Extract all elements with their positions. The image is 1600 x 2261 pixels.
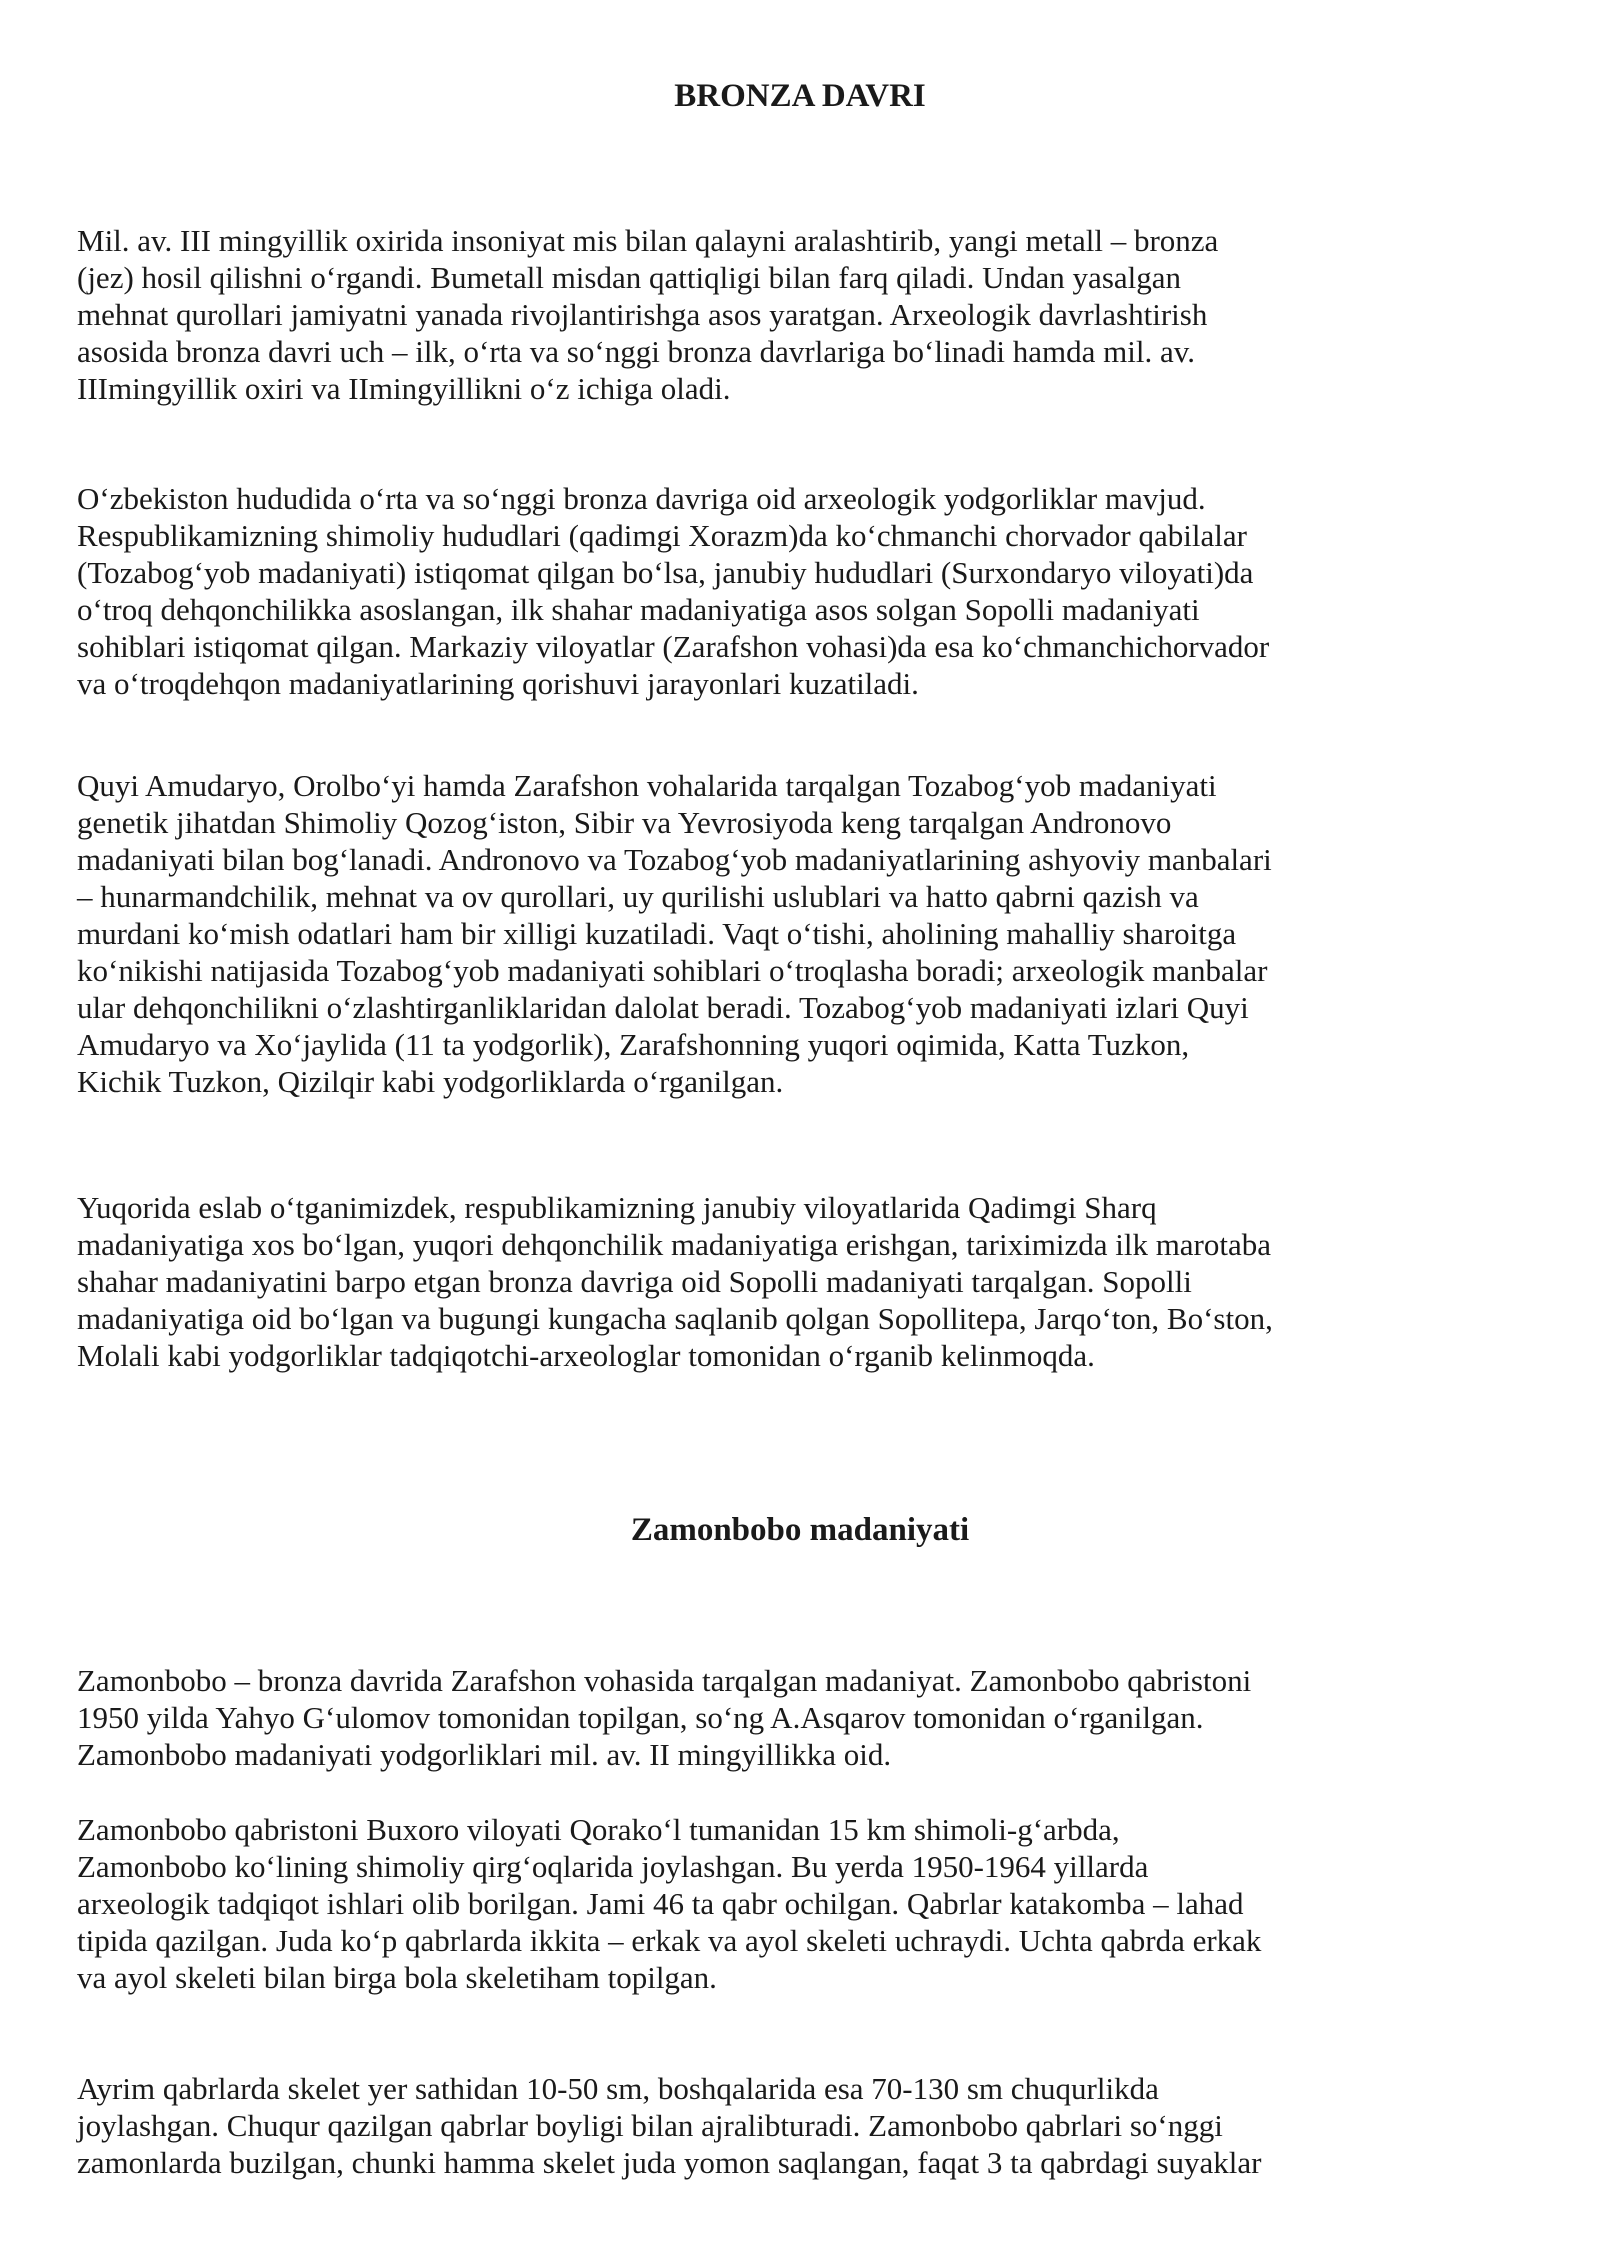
text-line: Zamonbobo ko‘lining shimoliy qirg‘oqlarida joylashgan. Bu yerda 1950-1964 yillarda	[77, 1849, 1149, 1884]
text-line: ko‘nikishi natijasida Tozabog‘yob madaniyati sohiblari o‘troqlasha boradi; arxeologik manbalar	[77, 953, 1268, 988]
paragraph-2	[77, 480, 1537, 702]
text-line: shahar madaniyatini barpo etgan bronza davriga oid Sopolli madaniyati tarqalgan. Sopolli	[77, 1264, 1192, 1299]
document-title: BRONZA DAVRI	[674, 78, 926, 114]
text-line: madaniyatiga oid bo‘lgan va bugungi kungacha saqlanib qolgan Sopollitepa, Jarqo‘ton, Bo‘ston,	[77, 1301, 1273, 1336]
text-line: Zamonbobo madaniyati yodgorliklari mil. av. II mingyillikka oid.	[77, 1737, 892, 1772]
text-line: arxeologik tadqiqot ishlari olib borilgan. Jami 46 ta qabr ochilgan. Qabrlar katakomba – lahad	[77, 1886, 1244, 1921]
paragraph-1	[77, 222, 1537, 407]
paragraph-4	[77, 1189, 1537, 1374]
text-line: va ayol skeleti bilan birga bola skeletiham topilgan.	[77, 1960, 717, 1995]
text-line: mehnat qurollari jamiyatni yanada rivojlantirishga asos yaratgan. Arxeologik davrlashtirish	[77, 297, 1208, 332]
text-line: madaniyati bilan bog‘lanadi. Andronovo va Tozabog‘yob madaniyatlarining ashyoviy manbalari	[77, 842, 1272, 877]
text-line: (jez) hosil qilishni o‘rgandi. Bumetall misdan qattiqligi bilan farq qiladi. Undan yasalgan	[77, 260, 1182, 295]
text-line: asosida bronza davri uch – ilk, o‘rta va so‘nggi bronza davrlariga bo‘linadi hamda mil. av.	[77, 334, 1195, 369]
text-line: Respublikamizning shimoliy hududlari (qadimgi Xorazm)da ko‘chmanchi chorvador qabilalar	[77, 518, 1247, 553]
text-line: – hunarmandchilik, mehnat va ov qurollari, uy qurilishi uslublari va hatto qabrni qazish va	[77, 879, 1199, 914]
text-line: joylashgan. Chuqur qazilgan qabrlar boyligi bilan ajralibturadi. Zamonbobo qabrlari so‘nggi	[77, 2108, 1223, 2143]
text-line: IIImingyillik oxiri va IImingyillikni o‘z ichiga oladi.	[77, 371, 731, 406]
text-line: tipida qazilgan. Juda ko‘p qabrlarda ikkita – erkak va ayol skeleti uchraydi. Uchta qabrda erkak	[77, 1923, 1262, 1958]
text-line: murdani ko‘mish odatlari ham bir xilligi kuzatiladi. Vaqt o‘tishi, aholining mahalliy sharoitga	[77, 916, 1237, 951]
text-line: Yuqorida eslab o‘tganimizdek, respublikamizning janubiy viloyatlarida Qadimgi Sharq	[77, 1190, 1157, 1225]
text-line: (Tozabog‘yob madaniyati) istiqomat qilgan bo‘lsa, janubiy hududlari (Surxondaryo viloyati)da	[77, 555, 1254, 590]
paragraph-3	[77, 767, 1537, 1100]
text-line: sohiblari istiqomat qilgan. Markaziy viloyatlar (Zarafshon vohasi)da esa ko‘chmanchichorvador	[77, 629, 1270, 664]
text-line: Kichik Tuzkon, Qizilqir kabi yodgorliklarda o‘rganilgan.	[77, 1064, 784, 1099]
text-line: ular dehqonchilikni o‘zlashtirganliklaridan dalolat beradi. Tozabog‘yob madaniyati izlari Quyi	[77, 990, 1249, 1025]
text-line: va o‘troqdehqon madaniyatlarining qorishuvi jarayonlari kuzatiladi.	[77, 666, 919, 701]
text-line: Molali kabi yodgorliklar tadqiqotchi-arxeologlar tomonidan o‘rganib kelinmoqda.	[77, 1338, 1095, 1373]
text-line: genetik jihatdan Shimoliy Qozog‘iston, Sibir va Yevrosiyoda keng tarqalgan Andronovo	[77, 805, 1172, 840]
text-line: O‘zbekiston hududida o‘rta va so‘nggi bronza davriga oid arxeologik yodgorliklar mavjud.	[77, 481, 1206, 516]
section-paragraph-2	[77, 1811, 1537, 1996]
text-line: Zamonbobo – bronza davrida Zarafshon vohasida tarqalgan madaniyat. Zamonbobo qabristoni	[77, 1663, 1252, 1698]
text-line: madaniyatiga xos bo‘lgan, yuqori dehqonchilik madaniyatiga erishgan, tariximizda ilk marotaba	[77, 1227, 1272, 1262]
text-line: Ayrim qabrlarda skelet yer sathidan 10-50 sm, boshqalarida esa 70-130 sm chuqurlikda	[77, 2071, 1159, 2106]
text-line: Mil. av. III mingyillik oxirida insoniyat mis bilan qalayni aralashtirib, yangi metall – bronza	[77, 223, 1219, 258]
text-line: Amudaryo va Xo‘jaylida (11 ta yodgorlik), Zarafshonning yuqori oqimida, Katta Tuzkon,	[77, 1027, 1190, 1062]
section-paragraph-1	[77, 1662, 1537, 1773]
text-line: Quyi Amudaryo, Orolbo‘yi hamda Zarafshon vohalarida tarqalgan Tozabog‘yob madaniyati	[77, 768, 1217, 803]
text-line: Zamonbobo qabristoni Buxoro viloyati Qorako‘l tumanidan 15 km shimoli-g‘arbda,	[77, 1812, 1120, 1847]
section-paragraph-3	[77, 2070, 1537, 2181]
section-title: Zamonbobo madaniyati	[630, 1512, 970, 1548]
text-line: o‘troq dehqonchilikka asoslangan, ilk shahar madaniyatiga asos solgan Sopolli madaniyati	[77, 592, 1200, 627]
text-line: zamonlarda buzilgan, chunki hamma skelet juda yomon saqlangan, faqat 3 ta qabrdagi suyaklar	[77, 2145, 1262, 2180]
text-line: 1950 yilda Yahyo G‘ulomov tomonidan topilgan, so‘ng A.Asqarov tomonidan o‘rganilgan.	[77, 1700, 1204, 1735]
